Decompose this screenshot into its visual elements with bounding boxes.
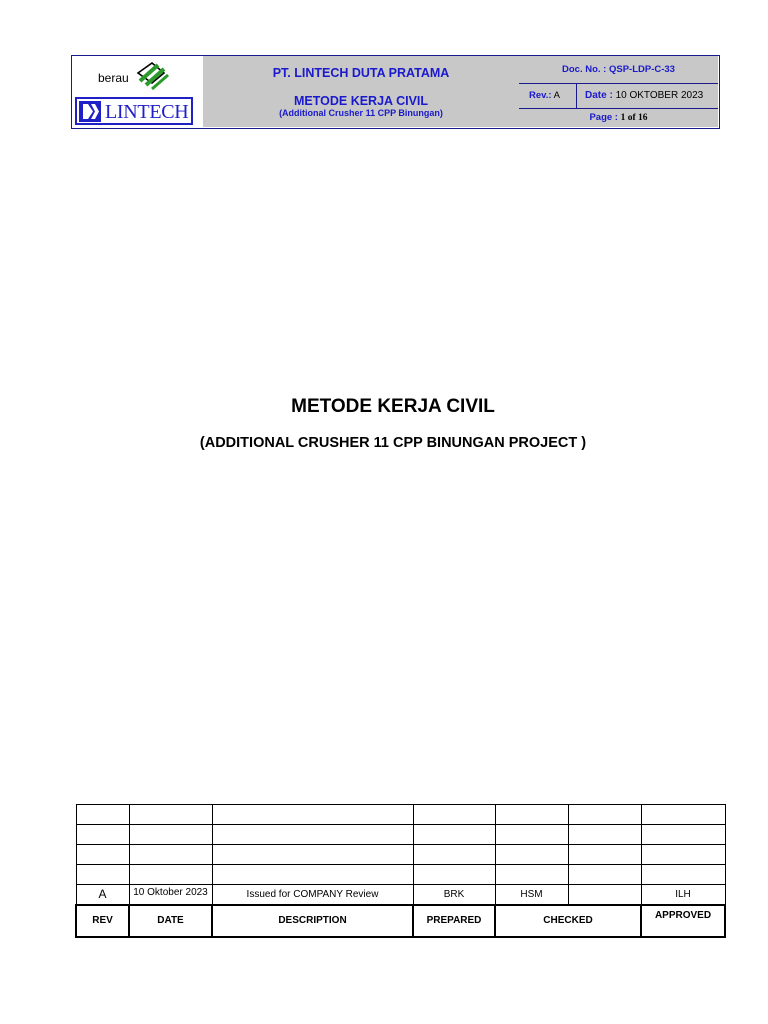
page-field	[519, 112, 718, 123]
approved-header: APPROVED	[641, 905, 725, 937]
page-row	[519, 109, 718, 127]
revision-table	[75, 804, 726, 938]
description-header: DESCRIPTION	[212, 905, 413, 937]
doc-number: Doc. No. : QSP-LDP-C-33	[562, 64, 675, 75]
rev-date-row	[519, 84, 718, 109]
logo-cell	[72, 56, 204, 127]
date-cell-value: 10 Oktober 2023	[129, 885, 212, 905]
rev-field	[529, 90, 560, 101]
rev-value: A	[553, 90, 560, 101]
approved-cell-value: ILH	[641, 885, 725, 905]
company-name: PT. LINTECH DUTA PRATAMA	[272, 66, 450, 80]
prepared-cell-value: BRK	[413, 885, 495, 905]
table-row	[76, 825, 725, 845]
checked-cell-value: HSM	[495, 885, 568, 905]
date-value: 10 OKTOBER 2023	[615, 90, 704, 101]
table-row	[76, 865, 725, 885]
document-header	[71, 55, 720, 129]
berau-mark-icon	[134, 59, 170, 92]
lintech-mark-icon	[79, 101, 101, 122]
date-field	[585, 90, 703, 101]
checked-cell-value-2	[568, 885, 641, 905]
header-title-cell	[203, 56, 520, 127]
revision-row	[76, 885, 725, 905]
page-label: Page :	[589, 112, 618, 123]
description-cell-value: Issued for COMPANY Review	[212, 885, 413, 905]
berau-logo	[98, 59, 170, 92]
revision-header-row	[76, 905, 725, 937]
berau-logo-text: berau	[98, 71, 129, 85]
table-row	[76, 805, 725, 825]
doc-number-row	[519, 56, 718, 84]
date-header: DATE	[129, 905, 212, 937]
header-meta-cell	[519, 56, 718, 127]
main-subtitle: (ADDITIONAL CRUSHER 11 CPP BINUNGAN PROJECT )	[199, 435, 587, 451]
rev-label: Rev.:	[529, 90, 552, 101]
lintech-logo-text: LINTECH	[105, 101, 189, 123]
rev-header: REV	[76, 905, 129, 937]
table-row	[76, 845, 725, 865]
rev-cell	[519, 84, 577, 108]
header-doc-title: METODE KERJA CIVIL	[293, 94, 429, 108]
prepared-header: PREPARED	[413, 905, 495, 937]
lintech-logo	[75, 97, 193, 125]
page-value: 1 of 16	[620, 113, 648, 123]
main-title: METODE KERJA CIVIL	[291, 396, 495, 417]
rev-cell-value: A	[76, 885, 129, 905]
checked-header: CHECKED	[495, 905, 641, 937]
date-label: Date :	[585, 90, 613, 101]
header-doc-subtitle: (Additional Crusher 11 CPP Binungan)	[279, 108, 443, 118]
